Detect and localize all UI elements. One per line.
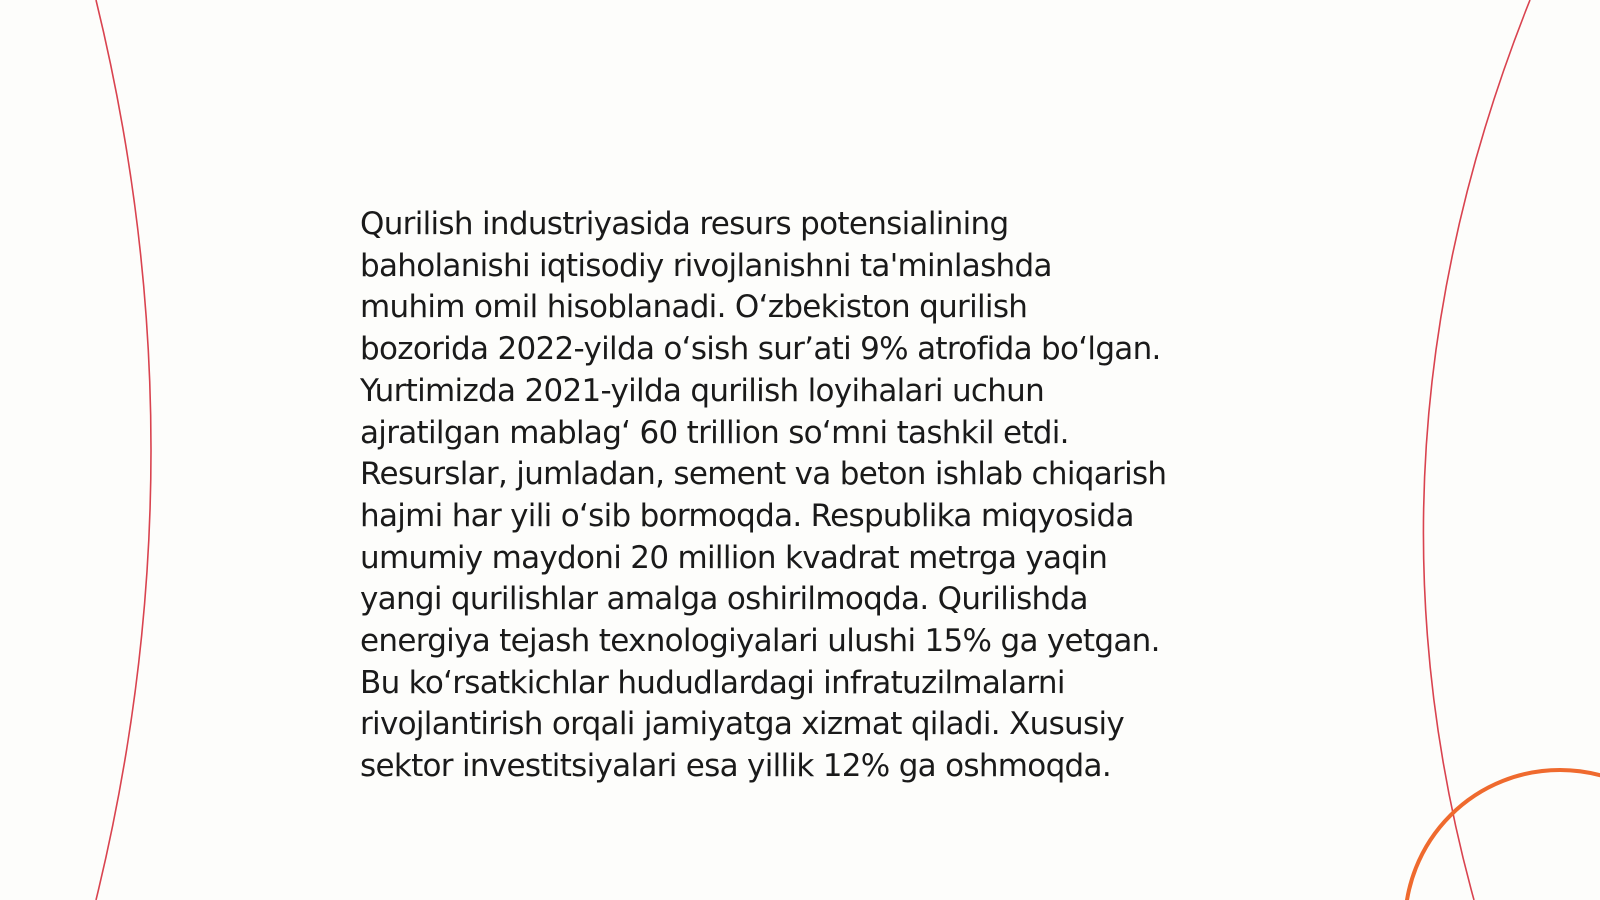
paragraph-line: hajmi har yili o‘sib bormoqda. Respublika miqyosida <box>360 497 1134 534</box>
paragraph-line: energiya tejash texnologiyalari ulushi 15% ga yetgan. <box>360 623 1160 660</box>
paragraph-line: Bu ko‘rsatkichlar hududlardagi infratuzilmalarni <box>360 664 1065 701</box>
paragraph-line: sektor investitsiyalari esa yillik 12% ga oshmoqda. <box>360 748 1111 785</box>
right-curve <box>1423 0 1530 900</box>
orange-arc <box>1405 770 1600 900</box>
paragraph-line: Yurtimizda 2021-yilda qurilish loyihalari uchun <box>360 372 1045 409</box>
paragraph-line: ajratilgan mablag‘ 60 trillion so‘mni tashkil etdi. <box>360 414 1069 451</box>
paragraph-line: muhim omil hisoblanadi. O‘zbekiston qurilish <box>360 289 1028 326</box>
paragraph-line: rivojlantirish orqali jamiyatga xizmat qiladi. Xususiy <box>360 706 1125 743</box>
paragraph-line: baholanishi iqtisodiy rivojlanishni ta'minlashda <box>360 247 1052 284</box>
left-curve <box>96 0 151 900</box>
paragraph-line: bozorida 2022-yilda o‘sish sur’ati 9% atrofida bo‘lgan. <box>360 331 1161 368</box>
paragraph-line: Qurilish industriyasida resurs potensialining <box>360 206 1009 242</box>
paragraph-line: yangi qurilishlar amalga oshirilmoqda. Qurilishda <box>360 581 1088 618</box>
body-paragraph <box>360 204 1260 788</box>
paragraph-line: Resurslar, jumladan, sement va beton ishlab chiqarish <box>360 456 1167 493</box>
paragraph-line: umumiy maydoni 20 million kvadrat metrga yaqin <box>360 539 1108 576</box>
